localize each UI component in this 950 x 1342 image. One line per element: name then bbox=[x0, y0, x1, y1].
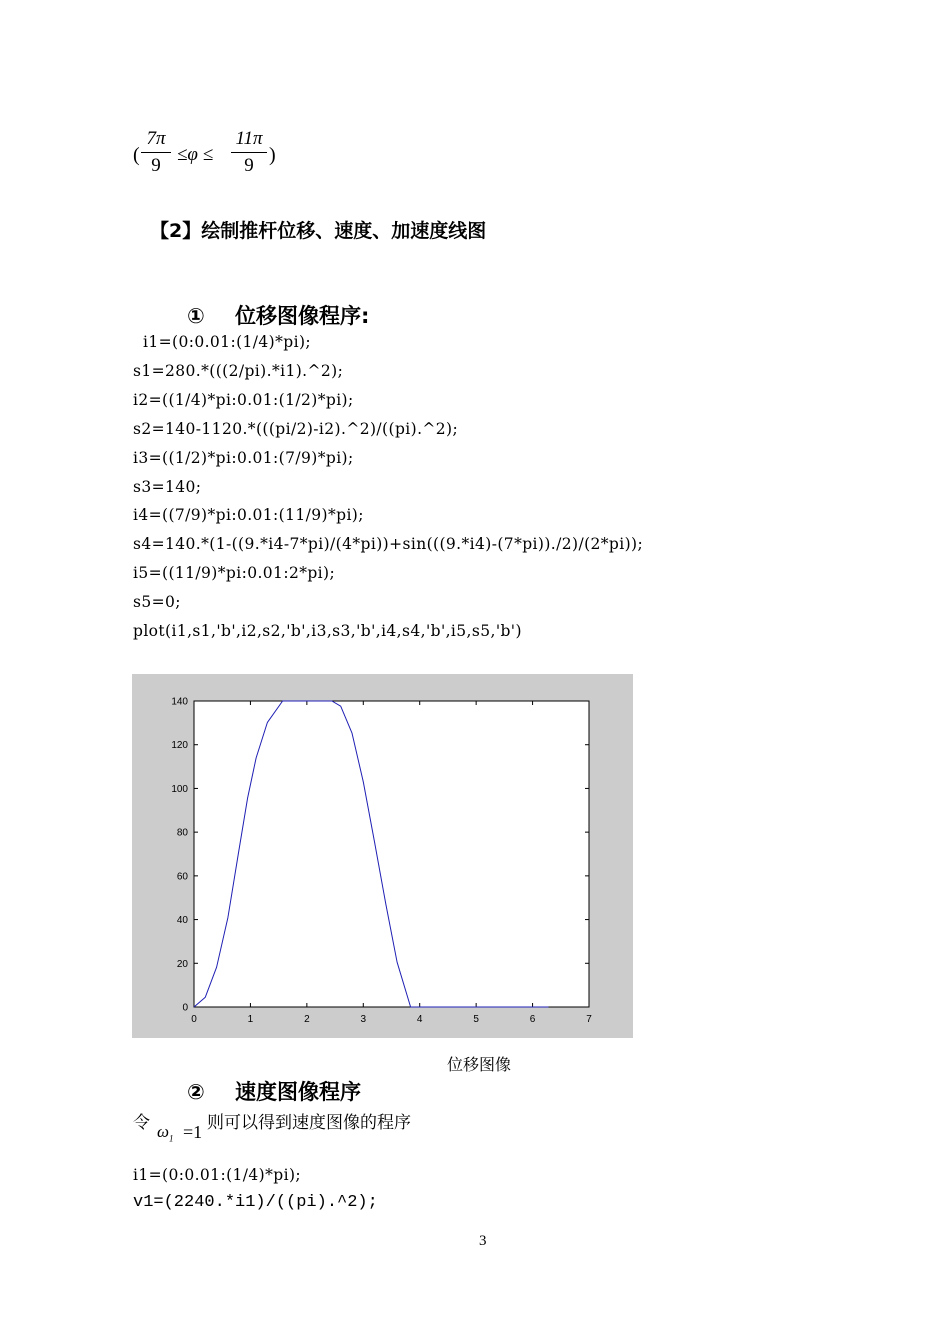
omega-subscript: 1 bbox=[169, 1133, 174, 1144]
x-tick-label: 2 bbox=[304, 1014, 310, 1025]
right-denominator: 9 bbox=[244, 155, 254, 176]
displacement-plot-figure bbox=[132, 674, 633, 1038]
left-fraction bbox=[141, 128, 171, 177]
x-tick-label: 6 bbox=[529, 1014, 536, 1025]
subsection-heading-displacement bbox=[187, 300, 369, 330]
omega-symbol bbox=[157, 1122, 174, 1143]
figure-caption: 位移图像 bbox=[447, 1055, 512, 1074]
y-tick-label: 80 bbox=[176, 827, 188, 839]
code-line: i2=((1/4)*pi:0.01:(1/2)*pi); bbox=[133, 391, 354, 409]
code-line: i3=((1/2)*pi:0.01:(7/9)*pi); bbox=[133, 449, 354, 467]
x-tick-label: 7 bbox=[586, 1014, 592, 1025]
code-line: s1=280.*(((2/pi).*i1).^2); bbox=[133, 362, 344, 380]
code-line: s4=140.*(1-((9.*i4-7*pi)/(4*pi))+sin(((9.*i4)-(7*pi))./2)/(2*pi)); bbox=[133, 535, 644, 553]
code-line: i1=(0:0.01:(1/4)*pi); bbox=[133, 1166, 302, 1184]
plot-area bbox=[194, 701, 589, 1007]
page-number: 3 bbox=[479, 1233, 487, 1249]
omega-statement bbox=[133, 1108, 553, 1144]
y-tick-label: 60 bbox=[176, 871, 188, 883]
subsection-title: 位移图像程序: bbox=[235, 304, 370, 328]
subsection-title: 速度图像程序 bbox=[235, 1080, 361, 1104]
omega-letter: ω bbox=[157, 1122, 170, 1141]
subsection-heading-velocity bbox=[187, 1076, 361, 1106]
code-line: i5=((11/9)*pi:0.01:2*pi); bbox=[133, 564, 336, 582]
y-tick-label: 120 bbox=[171, 740, 188, 752]
x-tick-label: 5 bbox=[473, 1014, 479, 1025]
y-tick-label: 20 bbox=[176, 958, 188, 970]
circled-number: ① bbox=[187, 304, 205, 328]
right-numerator: 11π bbox=[235, 128, 263, 149]
circled-number: ② bbox=[187, 1080, 205, 1104]
inequality-relation: ≤φ ≤ bbox=[177, 144, 214, 165]
close-paren: ) bbox=[269, 144, 276, 166]
open-paren: ( bbox=[133, 144, 140, 166]
x-tick-label: 3 bbox=[360, 1014, 367, 1025]
omega-equals: =1 bbox=[183, 1122, 203, 1142]
left-denominator: 9 bbox=[151, 155, 161, 176]
y-tick-label: 140 bbox=[171, 696, 188, 708]
statement-suffix: 则可以得到速度图像的程序 bbox=[207, 1113, 411, 1133]
fraction-bar bbox=[141, 152, 171, 153]
code-line: s3=140; bbox=[133, 478, 202, 496]
code-line: i4=((7/9)*pi:0.01:(11/9)*pi); bbox=[133, 506, 364, 524]
x-tick-label: 0 bbox=[191, 1014, 197, 1025]
displacement-plot bbox=[132, 674, 633, 1038]
code-line: i1=(0:0.01:(1/4)*pi); bbox=[143, 333, 312, 351]
fraction-bar bbox=[231, 152, 267, 153]
code-line: plot(i1,s1,'b',i2,s2,'b',i3,s3,'b',i4,s4,'b',i5,s5,'b') bbox=[133, 622, 522, 640]
code-line: s5=0; bbox=[133, 593, 181, 611]
left-numerator: 7π bbox=[146, 128, 166, 149]
y-tick-label: 0 bbox=[182, 1002, 188, 1014]
x-tick-label: 1 bbox=[247, 1014, 254, 1025]
y-tick-label: 40 bbox=[176, 915, 188, 927]
statement-prefix: 令 bbox=[133, 1113, 150, 1133]
code-line: v1=(2240.*i1)/((pi).^2); bbox=[133, 1193, 378, 1212]
code-line: s2=140-1120.*(((pi/2)-i2).^2)/((pi).^2); bbox=[133, 420, 459, 438]
section-heading: 【2】绘制推杆位移、速度、加速度线图 bbox=[150, 220, 487, 242]
y-tick-label: 100 bbox=[171, 783, 188, 795]
right-fraction bbox=[231, 128, 267, 177]
x-tick-label: 4 bbox=[416, 1014, 423, 1025]
phi-range-formula bbox=[133, 128, 283, 186]
